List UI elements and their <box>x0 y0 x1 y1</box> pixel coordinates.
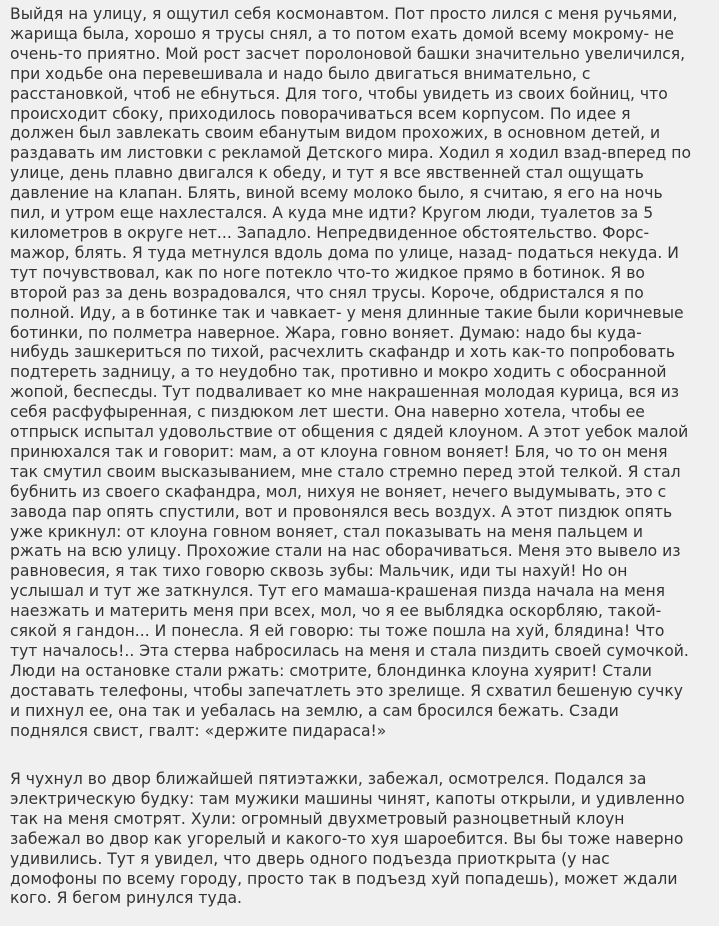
paragraph-1: Выйдя на улицу, я ощутил себя космонавтом. Пот просто лился с меня ручьями, жарища была, хорошо я трусы снял, а то потом ехать домой всему мокрому- не очень-то приятно. Мой рост засчет поролоновой башки значительно увеличился, при ходьбе она перевешивала и надо было двигаться внимательно, с расстановкой, чтоб не ебнуться. Для того, чтобы увидеть из своих бойниц, что происходит сбоку, приходилось поворачиваться всем корпусом. По идее я должен был завлекать своим ебанутым видом прохожих, в основном детей, и раздавать им листовки с рекламой Детского мира. Ходил я ходил взад-вперед по улице, день плавно двигался к обеду, и тут я все явственней стал ощущать давление на клапан. Блять, виной всему молоко было, я считаю, я его на ночь пил, и утром еще нахлестался. А куда мне идти? Кругом люди, туалетов за 5 километров в округе нет... Западло. Непредвиденное обстоятельство. Форс- мажор, блять. Я туда метнулся вдоль дома по улице, назад- податься некуда. И тут почувствовал, как по ноге потекло что-то жидкое прямо в ботинок. Я во второй раз за день возрадовался, что снял трусы. Короче, обдристался я по полной. Иду, а в ботинке так и чавкает- у меня длинные такие были коричневые ботинки, по полметра наверное. Жара, говно воняет. Думаю: надо бы куда- нибудь зашкериться по тихой, расчехлить скафандр и хоть как-то попробовать подтереть задницу, а то неудобно так, противно и мокро ходить с обосранной жопой, беспесды. Тут подваливает ко мне накрашенная молодая курица, вся из себя расфуфыренная, с пиздюком лет шести. Она наверно хотела, чтобы ее отпрыск испытал удовольствие от общения с дядей клоуном. А этот уебок малой принюхался так и говорит: мам, а от клоуна говном воняет! Бля, чо то он меня так смутил своим высказыванием, мне стало стремно перед этой телкой. Я стал бубнить из своего скафандра, мол, нихуя не воняет, нечего выдумывать, это с завода пар опять спустили, вот и провонялся весь воздух. А этот пиздюк опять уже крикнул: от клоуна говном воняет, стал показывать на меня пальцем и ржать на всю улицу. Прохожие стали на нас оборачиваться. Меня это вывело из равновесия, я так тихо говорю сквозь зубы: Мальчик, иди ты нахуй! Но он услышал и тут же заткнулся. Тут его мамаша-крашеная пизда начала на меня наезжать и материть меня при всех, мол, чо я ее выблядка оскорбляю, такой- сякой я гандон... И понесла. Я ей говорю: ты тоже пошла на хуй, блядина! Что тут началось!.. Эта стерва набросилась на меня и стала пиздить своей сумочкой. Люди на остановке стали ржать: смотрите, блондинка клоуна хуярит! Стали доставать телефоны, чтобы запечатлеть это зрелище. Я схватил бешеную сучку и пихнул ее, она так и уебалась на землю, а сам бросился бежать. Сзади поднялся свист, гвалт: «держите пидараса!» <box>10 5 692 740</box>
paragraph-2: Я чухнул во двор ближайшей пятиэтажки, забежал, осмотрелся. Подался за электрическую будку: там мужики машины чинят, капоты открыли, и удивленно так на меня смотрят. Хули: огромный двухметровый разноцветный клоун забежал во двор как угорелый и какого-то хуя шароебится. Вы бы тоже наверно удивились. Тут я увидел, что дверь одного подъезда приоткрыта (у нас домофоны по всему городу, просто так в подъезд хуй попадешь), может ждали кого. Я бегом ринулся туда. <box>10 770 685 908</box>
